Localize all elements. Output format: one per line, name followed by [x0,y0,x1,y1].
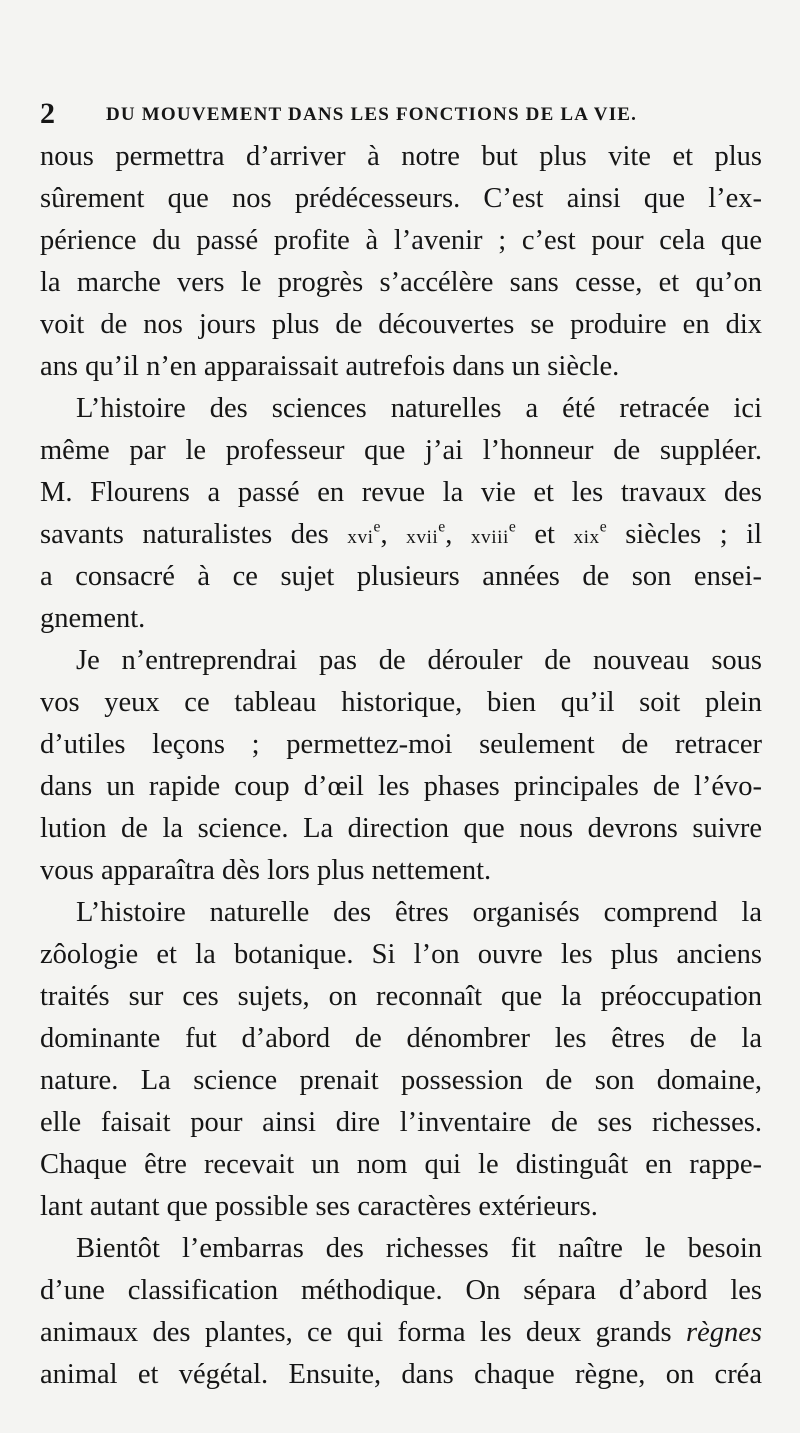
text-line: a consacré à ce sujet plusieurs années de son ensei- [40,561,762,592]
line-text: savants naturalistes des [40,519,348,550]
superscript: e [508,518,516,536]
text-line [40,1312,762,1354]
century-numeral: xvii [406,527,439,548]
paragraph [40,388,762,640]
text-line: la marche vers le progrès s’accélère sans cesse, et qu’on [40,267,762,298]
text-line [40,514,762,556]
text-line: L’histoire des sciences naturelles a été retracée ici [76,393,762,424]
paragraph [40,1228,762,1396]
text-line: ans qu’il n’en apparaissait autrefois dans un siècle. [40,351,620,382]
text-line: traités sur ces sujets, on reconnaît que la préoccupation [40,981,762,1012]
line-text: siècles ; il [606,519,762,550]
paragraph [40,136,762,388]
text-line: lution de la science. La direction que nous devrons suivre [40,813,762,844]
page-header [40,96,760,132]
line-text: animaux des plantes, ce qui forma les deux grands [40,1317,687,1348]
paragraph [40,640,762,892]
text-line: dans un rapide coup d’œil les phases principales de l’évo- [40,771,762,802]
text-line: M. Flourens a passé en revue la vie et les travaux des [40,477,762,508]
text-line: lant autant que possible ses caractères extérieurs. [40,1191,598,1222]
century-numeral: xix [573,527,600,548]
text-line: sûrement que nos prédécesseurs. C’est ainsi que l’ex- [40,183,762,214]
text-line: voit de nos jours plus de découvertes se produire en dix [40,309,762,340]
text-line: vous apparaîtra dès lors plus nettement. [40,855,492,886]
century-numeral: xviii [470,527,509,548]
text-line: périence du passé profite à l’avenir ; c’est pour cela que [40,225,762,256]
page-number: 2 [40,97,55,130]
text-line: d’une classification méthodique. On sépara d’abord les [40,1275,762,1306]
text-line: Je n’entreprendrai pas de dérouler de nouveau sous [76,645,762,676]
text-line: vos yeux ce tableau historique, bien qu’il soit plein [40,687,762,718]
line-text: , [380,519,407,550]
line-text: et [515,519,574,550]
text-line: dominante fut d’abord de dénombrer les êtres de la [40,1023,762,1054]
paragraph [40,892,762,1228]
line-text: , [445,519,471,550]
italic-term: règnes [686,1317,762,1348]
text-line: Chaque être recevait un nom qui le distinguât en rappe- [40,1149,762,1180]
superscript: e [373,518,381,536]
century-numeral: xvi [347,527,374,548]
text-line: L’histoire naturelle des êtres organisés comprend la [76,897,762,928]
text-line: d’utiles leçons ; permettez-moi seulement de retracer [40,729,762,760]
running-title: DU MOUVEMENT DANS LES FONCTIONS DE LA VIE. [106,104,638,125]
superscript: e [438,518,446,536]
text-line: gnement. [40,603,146,634]
text-line: Bientôt l’embarras des richesses fit naître le besoin [76,1233,762,1264]
superscript: e [599,518,607,536]
text-line: nous permettra d’arriver à notre but plus vite et plus [40,141,762,172]
text-line: elle faisait pour ainsi dire l’inventaire de ses richesses. [40,1107,762,1138]
text-line: animal et végétal. Ensuite, dans chaque règne, on créa [40,1359,762,1390]
text-line: nature. La science prenait possession de son domaine, [40,1065,762,1096]
text-line: zôologie et la botanique. Si l’on ouvre les plus anciens [40,939,762,970]
body-text [40,136,762,1396]
text-line: même par le professeur que j’ai l’honneur de suppléer. [40,435,762,466]
